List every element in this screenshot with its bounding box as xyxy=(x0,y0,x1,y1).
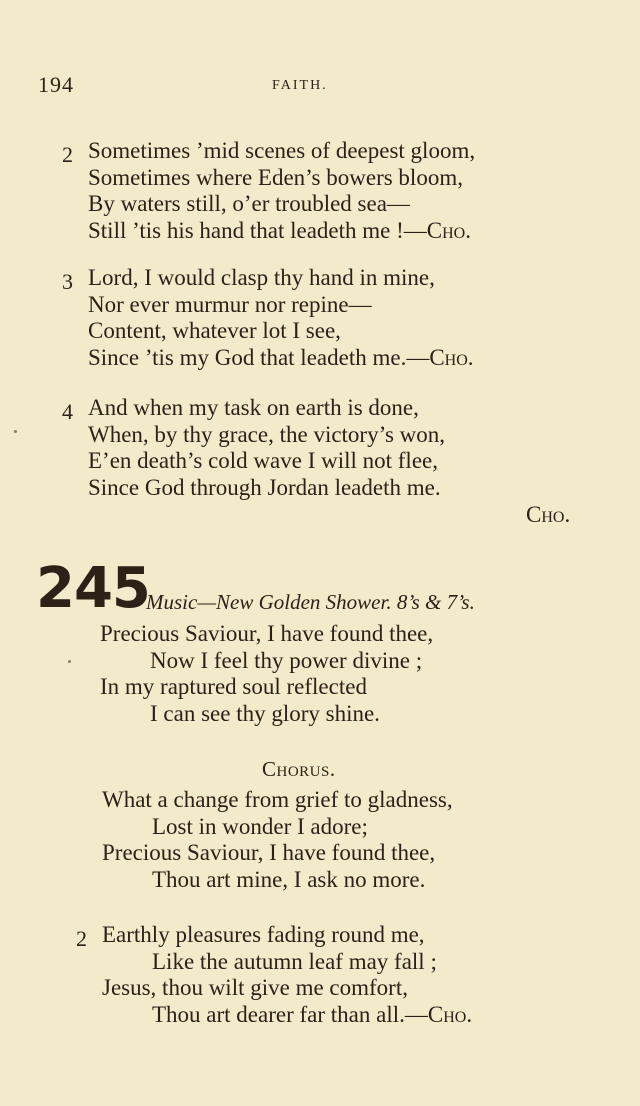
verse-line: Sometimes ’mid scenes of deepest gloom, xyxy=(88,138,476,163)
page-number: 194 xyxy=(38,72,74,97)
verse-3 xyxy=(62,265,474,371)
verse-line: E’en death’s cold wave I will not flee, xyxy=(88,448,438,473)
chorus-heading: Chorus. xyxy=(262,757,336,781)
verse-line: Sometimes where Eden’s bowers bloom, xyxy=(88,164,463,190)
stanza-line-last: Thou art dearer far than all.—Cho. xyxy=(152,1001,473,1027)
chorus-cue: Cho. xyxy=(429,344,474,370)
stanza-1 xyxy=(100,621,433,727)
verse-number: 2 xyxy=(76,926,87,951)
verse-line: By waters still, o’er troubled sea— xyxy=(88,191,410,216)
chorus-cue: Cho. xyxy=(526,502,571,527)
section-title: FAITH. xyxy=(272,78,328,93)
chorus-line: Precious Saviour, I have found thee, xyxy=(102,840,436,865)
stanza-2 xyxy=(76,922,472,1028)
verse-line-last: Still ’tis his hand that leadeth me !—Cho. xyxy=(88,217,471,243)
chorus xyxy=(102,787,453,893)
stanza-line: In my raptured soul reflected xyxy=(100,674,367,699)
chorus-cue: Cho. xyxy=(427,1001,473,1027)
paper-speck xyxy=(14,430,17,433)
verse-line: Lord, I would clasp thy hand in mine, xyxy=(88,265,435,290)
chorus-line: Thou art mine, I ask no more. xyxy=(152,866,426,892)
stanza-line: Like the autumn leaf may fall ; xyxy=(152,948,437,974)
verse-line: Content, whatever lot I see, xyxy=(88,318,341,343)
chorus-cue: Cho. xyxy=(426,217,471,243)
verse-number: 4 xyxy=(62,399,73,424)
verse-number: 2 xyxy=(62,142,73,167)
verse-line: When, by thy grace, the victory’s won, xyxy=(88,421,446,447)
hymn-number: 245 xyxy=(36,556,150,621)
verse-4 xyxy=(62,395,445,501)
stanza-line: I can see thy glory shine. xyxy=(150,700,380,726)
stanza-line: Earthly pleasures fading round me, xyxy=(102,922,425,947)
stanza-line: Precious Saviour, I have found thee, xyxy=(100,621,434,646)
music-line: Music—New Golden Shower. 8’s & 7’s. xyxy=(146,590,475,614)
verse-line: And when my task on earth is done, xyxy=(88,395,419,420)
stanza-line: Jesus, thou wilt give me comfort, xyxy=(102,975,408,1000)
verse-line: Nor ever murmur nor repine— xyxy=(88,291,372,317)
stanza-line: Now I feel thy power divine ; xyxy=(150,647,423,673)
chorus-line: Lost in wonder I adore; xyxy=(152,813,368,839)
verse-line: Since God through Jordan leadeth me. xyxy=(88,474,441,500)
verse-number: 3 xyxy=(62,269,73,294)
paper-speck xyxy=(68,660,71,663)
chorus-line: What a change from grief to gladness, xyxy=(102,787,453,812)
verse-2 xyxy=(62,138,475,244)
verse-line-last: Since ’tis my God that leadeth me.—Cho. xyxy=(88,344,474,370)
